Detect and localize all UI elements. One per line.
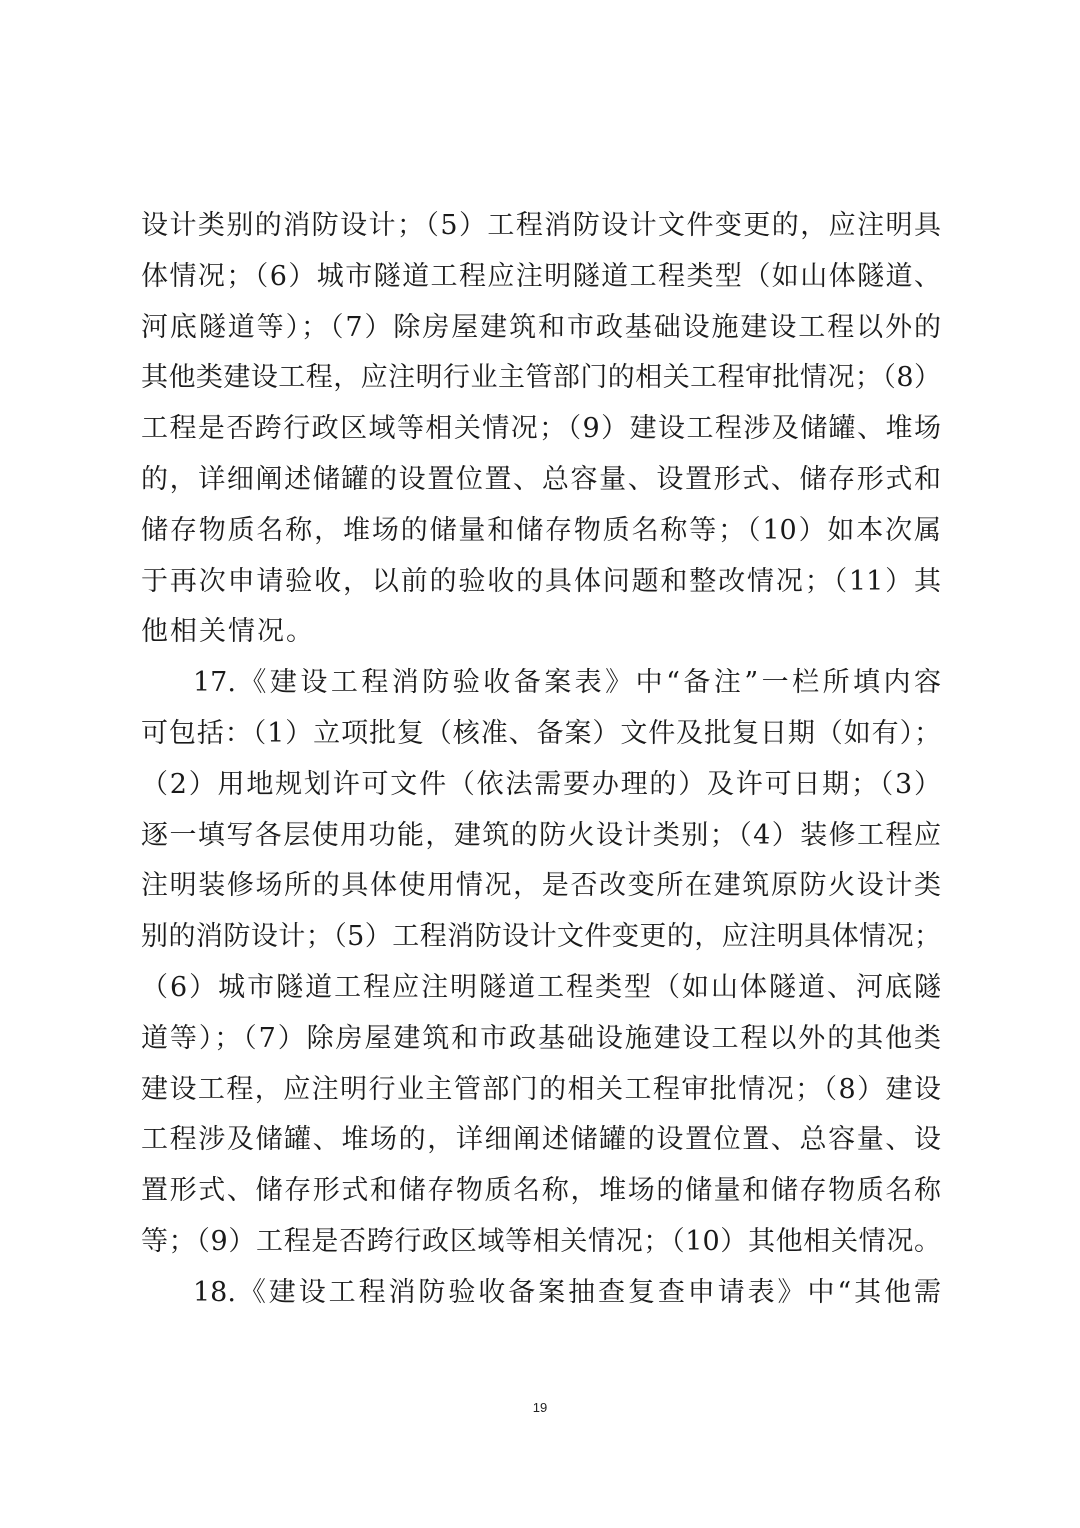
text-line: （2）用地规划许可文件（依法需要办理的）及许可日期；（3）: [141, 768, 941, 800]
text-line: 建设工程，应注明行业主管部门的相关工程审批情况；（8）建设: [141, 1073, 941, 1105]
text-line: 储存物质名称，堆场的储量和储存物质名称等；（10）如本次属: [141, 514, 941, 546]
text-line: 可包括：（1）立项批复（核准、备案）文件及批复日期（如有）；: [141, 717, 941, 749]
page-number: 19: [532, 1400, 548, 1415]
text-line: 其他类建设工程，应注明行业主管部门的相关工程审批情况；（8）: [141, 362, 941, 394]
text-line: 的，详细阐述储罐的设置位置、总容量、设置形式、储存形式和: [141, 463, 941, 495]
text-line: 置形式、储存形式和储存物质名称，堆场的储量和储存物质名称: [141, 1175, 941, 1207]
text-line: 河底隧道等）；（7）除房屋建筑和市政基础设施建设工程以外的: [141, 311, 941, 343]
text-line: 注明装修场所的具体使用情况，是否改变所在建筑原防火设计类: [141, 870, 941, 902]
text-line: （6）城市隧道工程应注明隧道工程类型（如山体隧道、河底隧: [141, 971, 941, 1003]
text-line: 工程涉及储罐、堆场的，详细阐述储罐的设置位置、总容量、设: [141, 1124, 941, 1156]
text-line: 等；（9）工程是否跨行政区域等相关情况；（10）其他相关情况。: [141, 1225, 941, 1257]
text-line: 道等）；（7）除房屋建筑和市政基础设施建设工程以外的其他类: [141, 1022, 941, 1054]
text-line: 设计类别的消防设计；（5）工程消防设计文件变更的，应注明具: [141, 210, 941, 241]
text-line: 于再次申请验收，以前的验收的具体问题和整改情况；（11）其: [141, 565, 941, 597]
text-line: 体情况；（6）城市隧道工程应注明隧道工程类型（如山体隧道、: [141, 260, 941, 292]
text-line: 18.《建设工程消防验收备案抽查复查申请表》中“其他需: [193, 1276, 941, 1308]
text-line: 逐一填写各层使用功能，建筑的防火设计类别；（4）装修工程应: [141, 819, 941, 851]
text-line: 工程是否跨行政区域等相关情况；（9）建设工程涉及储罐、堆场: [141, 413, 941, 445]
document-body: [141, 201, 941, 1319]
text-line: 别的消防设计；（5）工程消防设计文件变更的，应注明具体情况；: [141, 921, 941, 953]
text-line: 他相关情况。: [141, 616, 315, 648]
text-line: 17.《建设工程消防验收备案表》中“备注”一栏所填内容: [193, 667, 941, 699]
